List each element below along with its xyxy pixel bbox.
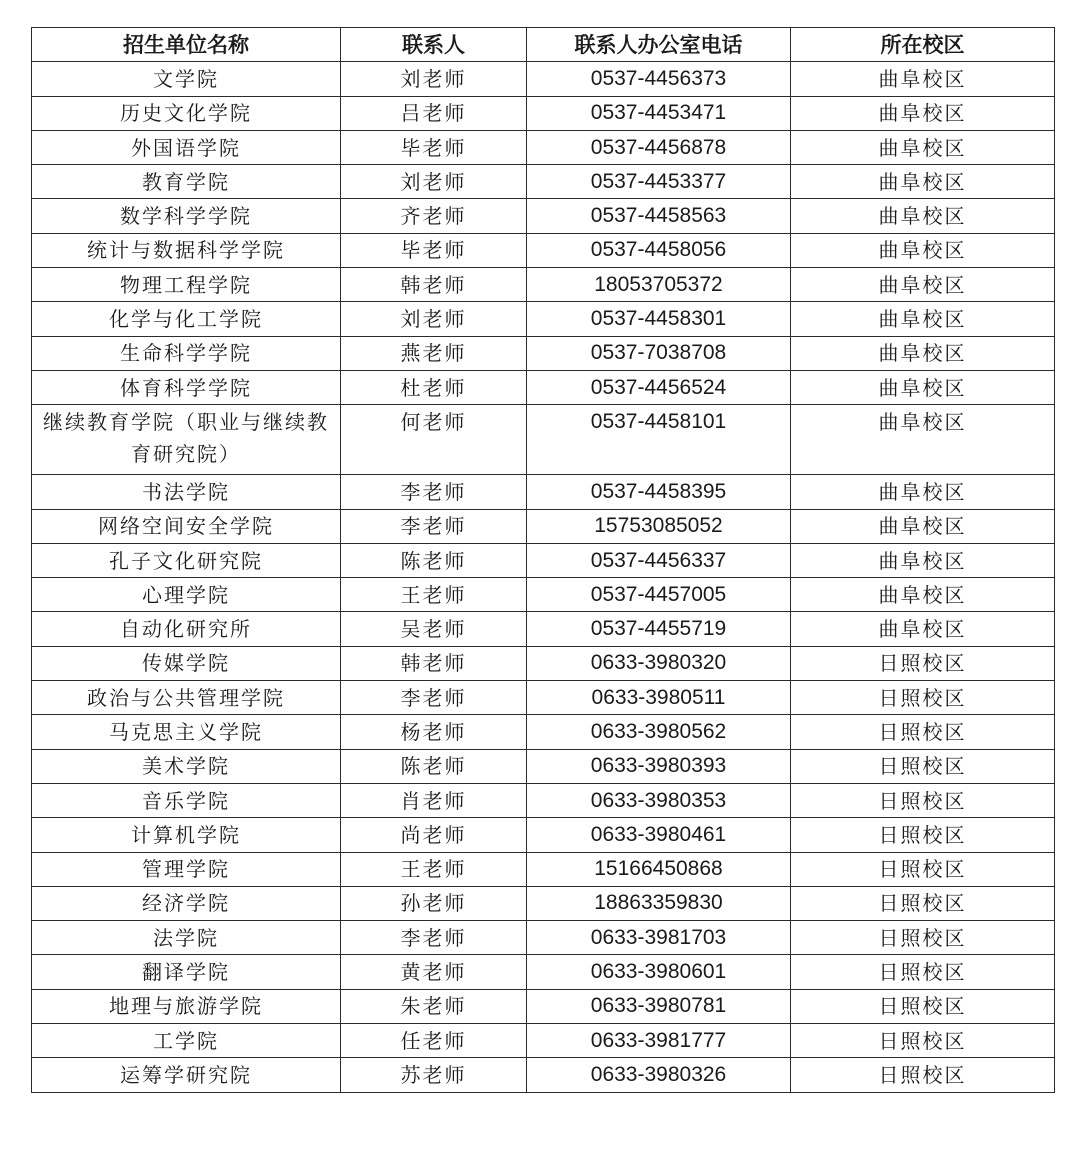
contact-cell: 李老师: [341, 921, 527, 955]
unit-name-cell: 网络空间安全学院: [32, 509, 341, 543]
campus-cell: 日照校区: [791, 715, 1055, 749]
unit-name-cell: 法学院: [32, 921, 341, 955]
phone-cell: 18053705372: [527, 268, 791, 302]
table-row: [32, 818, 1055, 852]
unit-name-cell: 地理与旅游学院: [32, 989, 341, 1023]
contact-cell: 毕老师: [341, 233, 527, 267]
unit-name-cell: 历史文化学院: [32, 96, 341, 130]
phone-cell: 0537-4456524: [527, 370, 791, 404]
table-row: [32, 681, 1055, 715]
campus-cell: 曲阜校区: [791, 233, 1055, 267]
unit-name-cell: 音乐学院: [32, 783, 341, 817]
campus-cell: 曲阜校区: [791, 405, 1055, 475]
contact-cell: 何老师: [341, 405, 527, 475]
phone-cell: 0633-3980461: [527, 818, 791, 852]
contact-cell: 李老师: [341, 681, 527, 715]
phone-cell: 0537-4456337: [527, 543, 791, 577]
unit-name-cell: 翻译学院: [32, 955, 341, 989]
contact-table: [31, 27, 1055, 1093]
campus-cell: 日照校区: [791, 646, 1055, 680]
campus-cell: 曲阜校区: [791, 543, 1055, 577]
header-unit-name: 招生单位名称: [32, 28, 341, 62]
campus-cell: 曲阜校区: [791, 199, 1055, 233]
phone-cell: 0537-4456373: [527, 62, 791, 96]
campus-cell: 日照校区: [791, 1058, 1055, 1092]
phone-cell: 0537-4457005: [527, 578, 791, 612]
phone-cell: 0537-4453377: [527, 165, 791, 199]
contact-cell: 杨老师: [341, 715, 527, 749]
unit-name-cell: 物理工程学院: [32, 268, 341, 302]
phone-cell: 0537-4453471: [527, 96, 791, 130]
table-row: [32, 612, 1055, 646]
contact-cell: 尚老师: [341, 818, 527, 852]
phone-cell: 0633-3980326: [527, 1058, 791, 1092]
campus-cell: 曲阜校区: [791, 370, 1055, 404]
campus-cell: 曲阜校区: [791, 96, 1055, 130]
phone-cell: 15753085052: [527, 509, 791, 543]
campus-cell: 曲阜校区: [791, 509, 1055, 543]
phone-cell: 0633-3980511: [527, 681, 791, 715]
contact-cell: 王老师: [341, 578, 527, 612]
table-row: [32, 1024, 1055, 1058]
contact-cell: 陈老师: [341, 749, 527, 783]
unit-name-cell: 政治与公共管理学院: [32, 681, 341, 715]
campus-cell: 曲阜校区: [791, 130, 1055, 164]
campus-cell: 曲阜校区: [791, 302, 1055, 336]
table-row: [32, 1058, 1055, 1092]
campus-cell: 曲阜校区: [791, 336, 1055, 370]
unit-name-cell: 教育学院: [32, 165, 341, 199]
campus-cell: 曲阜校区: [791, 62, 1055, 96]
contact-cell: 肖老师: [341, 783, 527, 817]
phone-cell: 0633-3980393: [527, 749, 791, 783]
table-row: [32, 749, 1055, 783]
contact-cell: 吕老师: [341, 96, 527, 130]
table-row: [32, 578, 1055, 612]
table-row: [32, 715, 1055, 749]
header-phone: 联系人办公室电话: [527, 28, 791, 62]
campus-cell: 曲阜校区: [791, 475, 1055, 509]
campus-cell: 日照校区: [791, 1024, 1055, 1058]
contact-cell: 孙老师: [341, 886, 527, 920]
unit-name-cell: 计算机学院: [32, 818, 341, 852]
table-row: [32, 921, 1055, 955]
contact-cell: 毕老师: [341, 130, 527, 164]
phone-cell: 0537-4458056: [527, 233, 791, 267]
unit-name-cell: 工学院: [32, 1024, 341, 1058]
unit-name-cell: 马克思主义学院: [32, 715, 341, 749]
contact-cell: 吴老师: [341, 612, 527, 646]
table-row: [32, 989, 1055, 1023]
unit-name-cell: 管理学院: [32, 852, 341, 886]
header-row: [32, 28, 1055, 62]
contact-cell: 杜老师: [341, 370, 527, 404]
table-row: [32, 233, 1055, 267]
phone-cell: 0537-4455719: [527, 612, 791, 646]
contact-cell: 刘老师: [341, 302, 527, 336]
table-row: [32, 62, 1055, 96]
campus-cell: 曲阜校区: [791, 578, 1055, 612]
campus-cell: 日照校区: [791, 852, 1055, 886]
unit-name-cell: 心理学院: [32, 578, 341, 612]
unit-name-cell: 书法学院: [32, 475, 341, 509]
unit-name-cell: 经济学院: [32, 886, 341, 920]
campus-cell: 曲阜校区: [791, 165, 1055, 199]
unit-name-cell: 继续教育学院（职业与继续教育研究院）: [32, 405, 341, 475]
unit-name-cell: 数学科学学院: [32, 199, 341, 233]
unit-name-cell: 外国语学院: [32, 130, 341, 164]
unit-name-cell: 孔子文化研究院: [32, 543, 341, 577]
phone-cell: 0633-3980781: [527, 989, 791, 1023]
phone-cell: 0537-4458301: [527, 302, 791, 336]
unit-name-cell: 统计与数据科学学院: [32, 233, 341, 267]
phone-cell: 0633-3980353: [527, 783, 791, 817]
header-campus: 所在校区: [791, 28, 1055, 62]
contact-cell: 齐老师: [341, 199, 527, 233]
campus-cell: 日照校区: [791, 681, 1055, 715]
unit-name-cell: 运筹学研究院: [32, 1058, 341, 1092]
contact-cell: 朱老师: [341, 989, 527, 1023]
unit-name-cell: 化学与化工学院: [32, 302, 341, 336]
unit-name-cell: 生命科学学院: [32, 336, 341, 370]
phone-cell: 0633-3980601: [527, 955, 791, 989]
table-body: [32, 62, 1055, 1092]
table-row: [32, 955, 1055, 989]
unit-name-cell: 体育科学学院: [32, 370, 341, 404]
unit-name-cell: 文学院: [32, 62, 341, 96]
table-row: [32, 886, 1055, 920]
contact-cell: 李老师: [341, 475, 527, 509]
contact-cell: 王老师: [341, 852, 527, 886]
table-row: [32, 852, 1055, 886]
unit-name-cell: 自动化研究所: [32, 612, 341, 646]
contact-cell: 韩老师: [341, 268, 527, 302]
unit-name-cell: 传媒学院: [32, 646, 341, 680]
campus-cell: 日照校区: [791, 921, 1055, 955]
contact-cell: 黄老师: [341, 955, 527, 989]
campus-cell: 日照校区: [791, 783, 1055, 817]
table-row: [32, 199, 1055, 233]
table-row: [32, 96, 1055, 130]
table-row: [32, 543, 1055, 577]
campus-cell: 曲阜校区: [791, 268, 1055, 302]
phone-cell: 0537-4458395: [527, 475, 791, 509]
unit-name-cell: 美术学院: [32, 749, 341, 783]
campus-cell: 日照校区: [791, 989, 1055, 1023]
contact-cell: 陈老师: [341, 543, 527, 577]
contact-cell: 任老师: [341, 1024, 527, 1058]
contact-cell: 苏老师: [341, 1058, 527, 1092]
phone-cell: 0633-3981703: [527, 921, 791, 955]
phone-cell: 0537-4458101: [527, 405, 791, 475]
phone-cell: 0537-4458563: [527, 199, 791, 233]
table-row: [32, 646, 1055, 680]
header-contact: 联系人: [341, 28, 527, 62]
contact-cell: 李老师: [341, 509, 527, 543]
campus-cell: 日照校区: [791, 955, 1055, 989]
phone-cell: 15166450868: [527, 852, 791, 886]
contact-cell: 燕老师: [341, 336, 527, 370]
campus-cell: 日照校区: [791, 749, 1055, 783]
phone-cell: 0633-3980562: [527, 715, 791, 749]
phone-cell: 0537-7038708: [527, 336, 791, 370]
table-row: [32, 165, 1055, 199]
table-row: [32, 268, 1055, 302]
phone-cell: 0633-3980320: [527, 646, 791, 680]
contact-cell: 韩老师: [341, 646, 527, 680]
campus-cell: 曲阜校区: [791, 612, 1055, 646]
contact-cell: 刘老师: [341, 165, 527, 199]
table-row: [32, 336, 1055, 370]
table-row: [32, 783, 1055, 817]
phone-cell: 0537-4456878: [527, 130, 791, 164]
phone-cell: 18863359830: [527, 886, 791, 920]
campus-cell: 日照校区: [791, 886, 1055, 920]
table-row: [32, 475, 1055, 509]
table-row: [32, 509, 1055, 543]
table-row: [32, 405, 1055, 475]
table-row: [32, 302, 1055, 336]
phone-cell: 0633-3981777: [527, 1024, 791, 1058]
table-row: [32, 130, 1055, 164]
table-row: [32, 370, 1055, 404]
campus-cell: 日照校区: [791, 818, 1055, 852]
contact-cell: 刘老师: [341, 62, 527, 96]
